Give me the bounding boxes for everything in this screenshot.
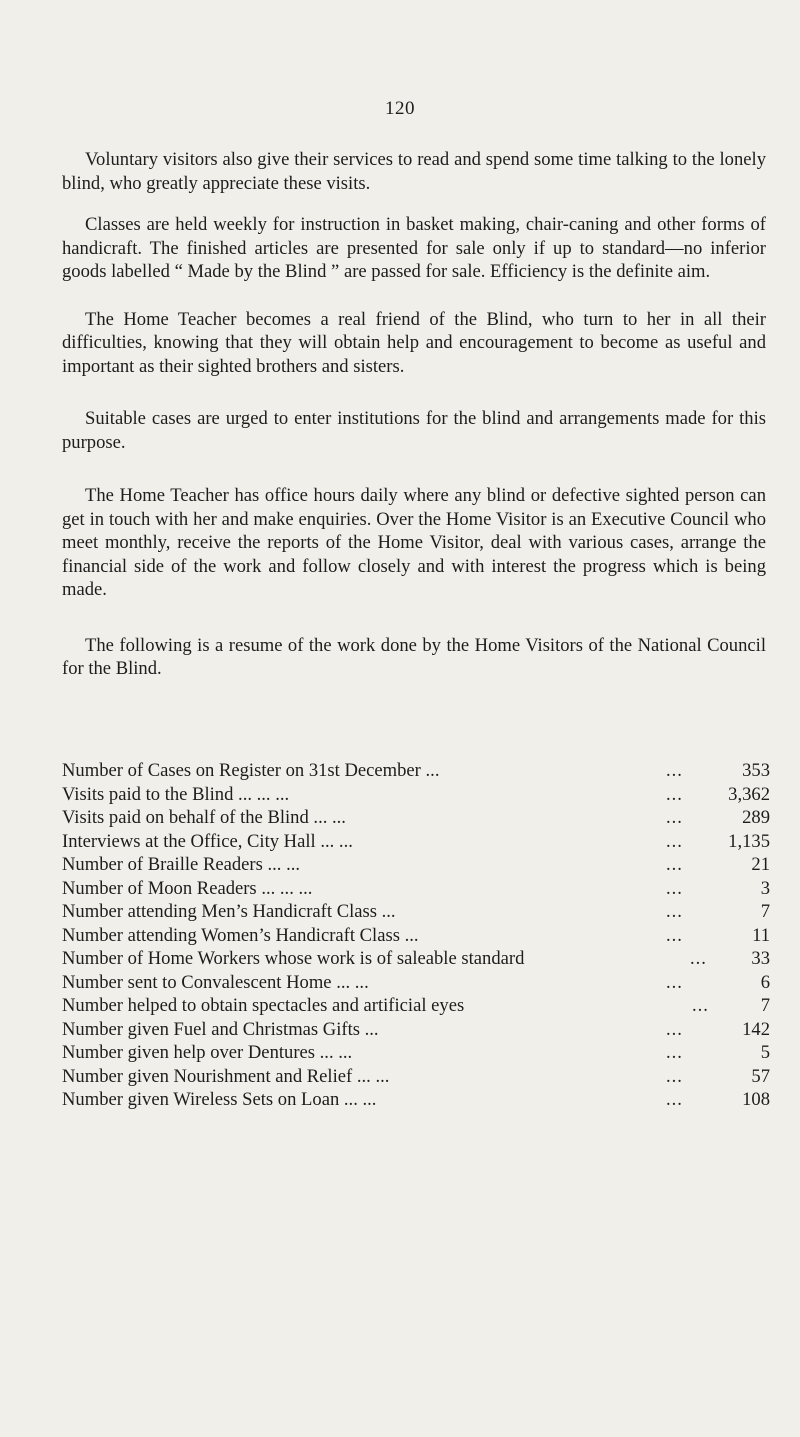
stat-row: [62, 877, 770, 901]
stat-row: [62, 900, 770, 924]
stat-label: Number of Braille Readers ... ...: [62, 854, 301, 875]
stat-leader: ...: [666, 807, 683, 828]
stat-value: 3,362: [728, 783, 770, 805]
stat-row: [62, 830, 770, 854]
stat-row: [62, 1018, 770, 1042]
stat-value: 3: [760, 877, 770, 899]
stat-label: Visits paid on behalf of the Blind ... ...: [62, 807, 346, 828]
stat-value: 353: [742, 760, 770, 781]
stat-leader: ...: [666, 783, 683, 805]
stat-value: 7: [760, 901, 770, 922]
stat-leader: ...: [690, 948, 707, 969]
paragraph-voluntary-visitors: Voluntary visitors also give their services to read and spend some time talking to the lonely blind, who greatly appreciate these visits.: [62, 149, 766, 194]
stat-row: [62, 1088, 770, 1112]
stat-leader: ...: [666, 901, 683, 922]
stat-label: Visits paid to the Blind ... ... ...: [62, 783, 290, 805]
stat-label: Number of Home Workers whose work is of saleable standard: [62, 948, 525, 969]
stat-label: Number attending Men’s Handicraft Class ...: [62, 901, 396, 922]
paragraph-resume-intro: The following is a resume of the work done by the Home Visitors of the National Council for the Blind.: [62, 634, 766, 679]
stat-value: 21: [751, 854, 770, 875]
stat-row: [62, 783, 770, 807]
paragraph-office-hours: The Home Teacher has office hours daily where any blind or defective sighted person can get in touch with her and make enquiries. Over the Home Visitor is an Executive Council who meet monthly, receive the reports of the Home Visitor, deal with various cases, arrange the financial side of the work and follow closely and with interest the progress which is being made.: [62, 485, 766, 600]
stat-leader: ...: [666, 760, 683, 781]
stat-label: Number given Nourishment and Relief ... ...: [62, 1065, 390, 1087]
stat-label: Number of Moon Readers ... ... ...: [62, 877, 313, 899]
stat-label: Number given Fuel and Christmas Gifts ...: [62, 1018, 379, 1040]
stat-row: [62, 924, 770, 948]
stat-leader: ...: [692, 995, 709, 1016]
stat-value: 142: [742, 1018, 770, 1040]
stat-leader: ...: [666, 971, 683, 993]
stat-label: Number of Cases on Register on 31st December ...: [62, 760, 440, 781]
stat-label: Number given help over Dentures ... ...: [62, 1042, 353, 1063]
stat-label: Number sent to Convalescent Home ... ...: [62, 971, 369, 993]
stat-row: [62, 971, 770, 995]
stat-label: Number attending Women’s Handicraft Class ...: [62, 924, 419, 946]
stat-label: Interviews at the Office, City Hall ... ...: [62, 830, 353, 852]
paragraph-classes: Classes are held weekly for instruction in basket making, chair-caning and other forms of handicraft. The finished articles are presented for sale only if up to standard—no inferior goods labelled “ Made by the Blind ” are passed for sale. Efficiency is the definite aim.: [62, 214, 766, 282]
stat-leader: ...: [666, 924, 683, 946]
paragraph-home-teacher: The Home Teacher becomes a real friend of the Blind, who turn to her in all their difficulties, knowing that they will obtain help and encouragement to become as useful and important as their sighted brothers and sisters.: [62, 308, 766, 377]
stat-value: 33: [751, 948, 770, 969]
stat-leader: ...: [666, 854, 683, 875]
stat-value: 57: [751, 1065, 770, 1087]
stat-leader: ...: [666, 830, 683, 852]
stat-label: Number given Wireless Sets on Loan ... ...: [62, 1089, 377, 1110]
stat-value: 108: [742, 1089, 770, 1110]
stat-leader: ...: [666, 1018, 683, 1040]
stat-row: [62, 1041, 770, 1065]
stat-leader: ...: [666, 877, 683, 899]
stat-value: 6: [760, 971, 770, 993]
paragraph-suitable-cases: Suitable cases are urged to enter institutions for the blind and arrangements made for this purpose.: [62, 408, 766, 453]
stat-row: [62, 947, 770, 971]
stat-value: 5: [760, 1042, 770, 1063]
stat-row: [62, 853, 770, 877]
stat-value: 1,135: [728, 830, 770, 852]
stat-leader: ...: [666, 1042, 683, 1063]
stat-value: 7: [760, 995, 770, 1016]
statistics-table: [62, 759, 770, 1112]
body-text: [62, 148, 766, 701]
stat-row: [62, 806, 770, 830]
page-number: 120: [385, 98, 415, 119]
stat-row: [62, 759, 770, 783]
stat-row: [62, 1065, 770, 1089]
stat-leader: ...: [666, 1089, 683, 1110]
stat-label: Number helped to obtain spectacles and artificial eyes: [62, 995, 465, 1016]
stat-value: 289: [742, 807, 770, 828]
stat-row: [62, 994, 770, 1018]
stat-leader: ...: [666, 1065, 683, 1087]
stat-value: 11: [752, 924, 770, 946]
